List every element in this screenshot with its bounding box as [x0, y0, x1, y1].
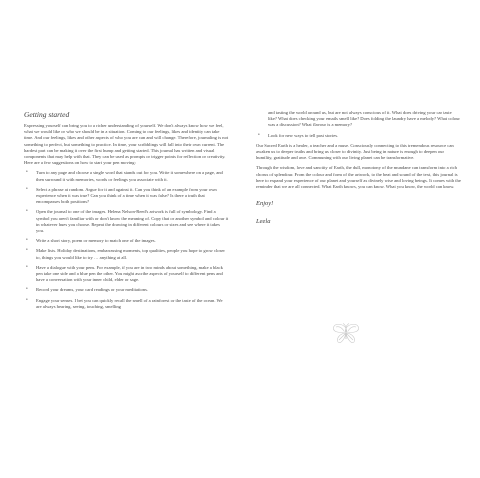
list-item: • Write a short story, poem or memory to match one of the images. — [24, 238, 229, 244]
body-paragraph: Our Sacred Earth is a healer, a teacher and a muse. Consciously connecting to this tremendous resource can awaken us to deeper truths and bring us closer to divinity. Just being in nature is enough to deepen our humility, gratitude and awe. Communing with our living planet can be transformative. — [256, 142, 454, 161]
body-paragraph: Through the wisdom, love and sanctity of Earth, the dull, monotony of the mundane can transform into a rich chorus of splendour. From the colour and form of the artwork, to the beat and sound of the text, this journal is here to expand your experience of our planet and yourself as divinely wise and loving beings. It comes with the reminder that we are all connected. What Earth knows, you can know. What you know, the world can know. — [256, 165, 461, 190]
signoff: Enjoy! — [256, 200, 274, 208]
list-item: • Open the journal to one of the images. Helena Nelson-Reed's artwork is full of symbology. Find a symbol you aren't familiar with or don't know the meaning of. Copy that or another symbol and colour it in whatever hues you choose. Repeat the drawing in different colours or sizes and see where it takes you. — [24, 209, 229, 234]
right-page — [256, 110, 461, 226]
suggestion-list-continued — [256, 133, 461, 139]
list-item: • Record your dreams, your card readings or your meditations. — [24, 287, 229, 293]
section-heading: Getting started — [24, 110, 70, 119]
list-item: • Turn to any page and choose a single word that stands out for you. Write it somewhere on a page, and then surround it with memories, words or feelings you associate with it. — [24, 170, 229, 182]
list-item: • Have a dialogue with your pens. For example, if you are in two minds about something, make a black pen take one side and a blue pen the other. You might ascribe aspects of yourself to different pens and have a conversation with your inner child, elder or sage. — [24, 265, 229, 284]
list-item: • Select a phrase at random. Argue for it and against it. Can you think of an example from your own experience when it was true? Can you think of a time when it was false? Is there a truth that encompasses both positions? — [24, 187, 229, 206]
list-item-continuation: and tasting the world around us, but are not always conscious of it. What does driving your car taste like? What does checking your emails smell like? Does folding the laundry have a melody? What colour was a discussion? What flavour is a memory? — [268, 110, 460, 128]
intro-paragraph: Expressing yourself can bring you to a richer understanding of yourself. We don't always know how we feel, what we would like or who we should be in a situation. Coming to our feelings, likes and identity can take time. And our feelings, likes and other aspects of who you are can and will change. Therefore, journaling is not something to perfect, but something to practice. In time, your scribblings will fall into their own current. The hardest part can be making it over the first hump and getting started. This journal has written and visual components that may help with that. They can be used as prompts or trigger points for reflection or creativity. Here are a few suggestions on how to start your pen moving: — [24, 123, 229, 166]
butterfly-icon — [332, 323, 360, 345]
left-page — [24, 110, 229, 314]
list-item: • Look for new ways to tell past stories. — [256, 133, 461, 139]
author-signature: Leela — [256, 218, 271, 226]
list-item: • Engage your senses. I bet you can quickly recall the smell of a rainforest or the taste of the ocean. We are always hearing, seeing, touching, smelling — [24, 298, 229, 310]
list-item: • Make lists. Holiday destinations, embarrassing moments, top qualities, people you hope to grow closer to, things you would like to try … anything at all. — [24, 248, 229, 260]
suggestion-list — [24, 170, 229, 310]
